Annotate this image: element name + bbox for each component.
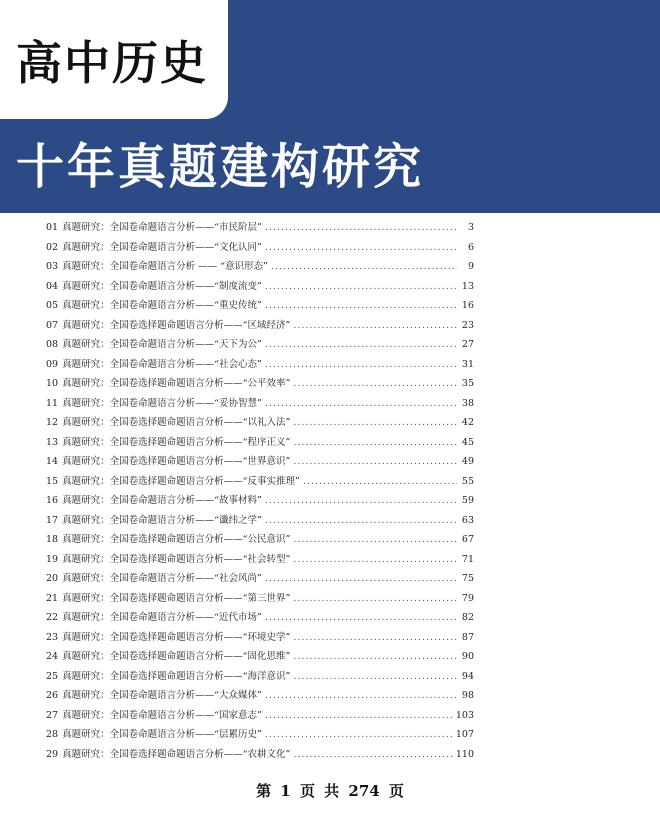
toc-entry[interactable]	[46, 746, 474, 766]
toc-entry-number: 02	[46, 241, 59, 253]
toc-dot-leader	[265, 515, 457, 526]
toc-entry-title: 真题研究：全国卷命题语言分析——“社会心态”	[62, 358, 262, 370]
toc-entry[interactable]	[46, 551, 474, 571]
toc-dot-leader	[265, 222, 457, 233]
toc-entry-page: 67	[461, 534, 474, 545]
toc-entry-page: 55	[461, 475, 474, 487]
toc-entry-title: 真题研究：全国卷命题语言分析——“文化认同”	[62, 241, 262, 253]
page-title: 高中历史	[16, 36, 208, 90]
toc-entry[interactable]	[46, 629, 474, 649]
toc-entry-number: 25	[46, 670, 59, 682]
toc-entry-title: 真题研究：全国卷选择题命题语言分析——“世界意识”	[62, 456, 291, 467]
toc-dot-leader	[293, 456, 457, 467]
toc-entry-page: 38	[461, 397, 474, 409]
toc-entry-page: 3	[467, 222, 474, 233]
toc-entry-page: 79	[461, 592, 474, 604]
toc-entry[interactable]	[46, 239, 474, 259]
toc-entry-title: 真题研究：全国卷命题语言分析——“重史传统”	[62, 300, 262, 311]
toc-entry-title: 真题研究：全国卷选择题命题语言分析——“公平效率”	[62, 378, 291, 389]
toc-dot-leader	[265, 359, 457, 370]
toc-entry[interactable]	[46, 668, 474, 688]
toc-entry-number: 26	[46, 690, 59, 701]
toc-entry-title: 真题研究：全国卷选择题命题语言分析——“区域经济”	[62, 319, 291, 331]
toc-entry-page: 6	[467, 241, 474, 253]
toc-dot-leader	[293, 632, 457, 643]
page-number-footer: 第 1 页 共 274 页	[256, 782, 404, 800]
toc-dot-leader	[293, 417, 457, 428]
toc-entry-page: 45	[461, 436, 474, 448]
toc-entry-page: 103	[455, 709, 474, 721]
toc-entry-number: 16	[46, 495, 59, 506]
toc-entry[interactable]	[46, 375, 474, 395]
toc-entry-number: 14	[46, 456, 59, 467]
toc-entry-title: 真题研究：全国卷命题语言分析——“近代市场”	[62, 612, 262, 623]
toc-entry-number: 24	[46, 651, 59, 662]
toc-entry-page: 9	[467, 261, 474, 272]
toc-dot-leader	[293, 671, 457, 682]
toc-entry[interactable]	[46, 473, 474, 493]
toc-entry-title: 真题研究：全国卷命题语言分析——“故事材料”	[62, 495, 262, 506]
toc-entry[interactable]	[46, 297, 474, 317]
toc-entry-page: 87	[461, 631, 474, 643]
toc-entry-number: 15	[46, 475, 59, 487]
toc-entry-title: 真题研究：全国卷选择题命题语言分析——“环境史学”	[62, 631, 291, 643]
toc-entry-title: 真题研究：全国卷选择题命题语言分析——“固化思维”	[62, 651, 291, 662]
toc-entry-number: 04	[46, 280, 59, 292]
toc-dot-leader	[265, 710, 453, 721]
toc-entry-page: 82	[461, 612, 474, 623]
toc-entry-page: 107	[455, 729, 474, 740]
toc-entry-page: 71	[461, 553, 474, 565]
toc-dot-leader	[293, 320, 457, 331]
toc-entry-page: 59	[461, 495, 474, 506]
table-of-contents	[46, 219, 474, 765]
page-subtitle: 十年真题建构研究	[16, 139, 425, 195]
toc-entry-number: 17	[46, 514, 59, 526]
toc-entry[interactable]	[46, 278, 474, 298]
toc-entry[interactable]	[46, 512, 474, 532]
toc-entry-number: 29	[46, 748, 59, 760]
toc-entry-page: 75	[461, 573, 474, 584]
toc-dot-leader	[265, 495, 457, 506]
toc-entry-number: 28	[46, 729, 59, 740]
toc-entry-title: 真题研究：全国卷选择题命题语言分析——“以礼入法”	[62, 417, 291, 428]
toc-entry-title: 真题研究：全国卷选择题命题语言分析——“农耕文化”	[62, 748, 291, 760]
toc-dot-leader	[265, 242, 457, 253]
toc-entry-title: 真题研究：全国卷命题语言分析——“大众媒体”	[62, 690, 262, 701]
toc-dot-leader	[265, 281, 457, 292]
toc-entry[interactable]	[46, 453, 474, 473]
toc-entry-title: 真题研究：全国卷选择题命题语言分析——“公民意识”	[62, 534, 291, 545]
toc-dot-leader	[265, 398, 457, 409]
toc-entry-title: 真题研究：全国卷命题语言分析——“市民阶层”	[62, 222, 262, 233]
toc-entry-page: 27	[461, 339, 474, 350]
toc-entry[interactable]	[46, 726, 474, 746]
toc-entry-number: 09	[46, 358, 59, 370]
toc-entry-page: 110	[455, 748, 474, 760]
toc-entry-page: 35	[461, 378, 474, 389]
toc-entry[interactable]	[46, 395, 474, 415]
toc-dot-leader	[293, 378, 457, 389]
toc-entry-title: 真题研究：全国卷选择题命题语言分析——“程序正义”	[62, 436, 291, 448]
toc-dot-leader	[271, 261, 457, 272]
toc-entry-title: 真题研究：全国卷命题语言分析——“妥协智慧”	[62, 397, 262, 409]
toc-entry-number: 18	[46, 534, 59, 545]
toc-entry-title: 真题研究：全国卷命题语言分析——“层累历史”	[62, 729, 262, 740]
toc-entry-title: 真题研究：全国卷命题语言分析——“天下为公”	[62, 339, 262, 350]
toc-entry-number: 10	[46, 378, 59, 389]
toc-entry-number: 08	[46, 339, 59, 350]
toc-entry[interactable]	[46, 434, 474, 454]
toc-dot-leader	[303, 476, 457, 487]
toc-entry[interactable]	[46, 414, 474, 434]
toc-entry[interactable]	[46, 590, 474, 610]
toc-dot-leader	[293, 593, 457, 604]
toc-dot-leader	[293, 437, 457, 448]
toc-dot-leader	[265, 729, 453, 740]
toc-entry-number: 21	[46, 592, 59, 604]
toc-entry[interactable]	[46, 317, 474, 337]
toc-entry-number: 07	[46, 319, 59, 331]
toc-entry[interactable]	[46, 336, 474, 356]
toc-entry-page: 63	[461, 514, 474, 526]
toc-entry-title: 真题研究：全国卷命题语言分析 —— “意识形态”	[62, 261, 268, 272]
toc-dot-leader	[293, 554, 457, 565]
toc-entry-page: 98	[461, 690, 474, 701]
toc-entry[interactable]	[46, 707, 474, 727]
toc-dot-leader	[265, 300, 457, 311]
toc-entry-title: 真题研究：全国卷选择题命题语言分析——“社会转型”	[62, 553, 291, 565]
toc-entry-number: 22	[46, 612, 59, 623]
toc-entry-number: 23	[46, 631, 59, 643]
toc-dot-leader	[293, 749, 453, 760]
toc-entry[interactable]	[46, 219, 474, 239]
toc-entry[interactable]	[46, 570, 474, 590]
toc-entry[interactable]	[46, 258, 474, 278]
toc-entry-title: 真题研究：全国卷选择题命题语言分析——“反事实推理”	[62, 475, 300, 487]
toc-entry-title: 真题研究：全国卷命题语言分析——“制度流变”	[62, 280, 262, 292]
toc-entry[interactable]	[46, 356, 474, 376]
toc-entry-number: 05	[46, 300, 59, 311]
toc-entry[interactable]	[46, 648, 474, 668]
toc-dot-leader	[265, 339, 457, 350]
toc-entry-number: 03	[46, 261, 59, 272]
toc-entry-page: 90	[461, 651, 474, 662]
toc-entry-page: 23	[461, 319, 474, 331]
toc-dot-leader	[293, 651, 457, 662]
toc-entry[interactable]	[46, 609, 474, 629]
toc-entry-title: 真题研究：全国卷选择题命题语言分析——“第三世界”	[62, 592, 291, 604]
toc-entry-title: 真题研究：全国卷选择题命题语言分析——“海洋意识”	[62, 670, 291, 682]
toc-dot-leader	[265, 573, 457, 584]
toc-entry-page: 16	[461, 300, 474, 311]
toc-entry-number: 20	[46, 573, 59, 584]
toc-entry-page: 42	[461, 417, 474, 428]
toc-dot-leader	[265, 690, 457, 701]
toc-entry-title: 真题研究：全国卷命题语言分析——“国家意志”	[62, 709, 262, 721]
toc-dot-leader	[265, 612, 457, 623]
toc-entry-page: 49	[461, 456, 474, 467]
toc-entry-number: 19	[46, 553, 59, 565]
toc-entry-number: 11	[46, 397, 59, 409]
toc-entry-page: 31	[461, 358, 474, 370]
toc-entry-number: 27	[46, 709, 59, 721]
toc-entry-number: 12	[46, 417, 59, 428]
toc-entry[interactable]	[46, 687, 474, 707]
toc-entry-title: 真题研究：全国卷命题语言分析——“谶纬之学”	[62, 514, 262, 526]
toc-entry-page: 13	[461, 280, 474, 292]
toc-entry-number: 01	[46, 222, 59, 233]
toc-entry-title: 真题研究：全国卷命题语言分析——“社会风尚”	[62, 573, 262, 584]
toc-entry[interactable]	[46, 531, 474, 551]
toc-entry-page: 94	[461, 670, 474, 682]
toc-entry[interactable]	[46, 492, 474, 512]
toc-entry-number: 13	[46, 436, 59, 448]
toc-dot-leader	[293, 534, 457, 545]
